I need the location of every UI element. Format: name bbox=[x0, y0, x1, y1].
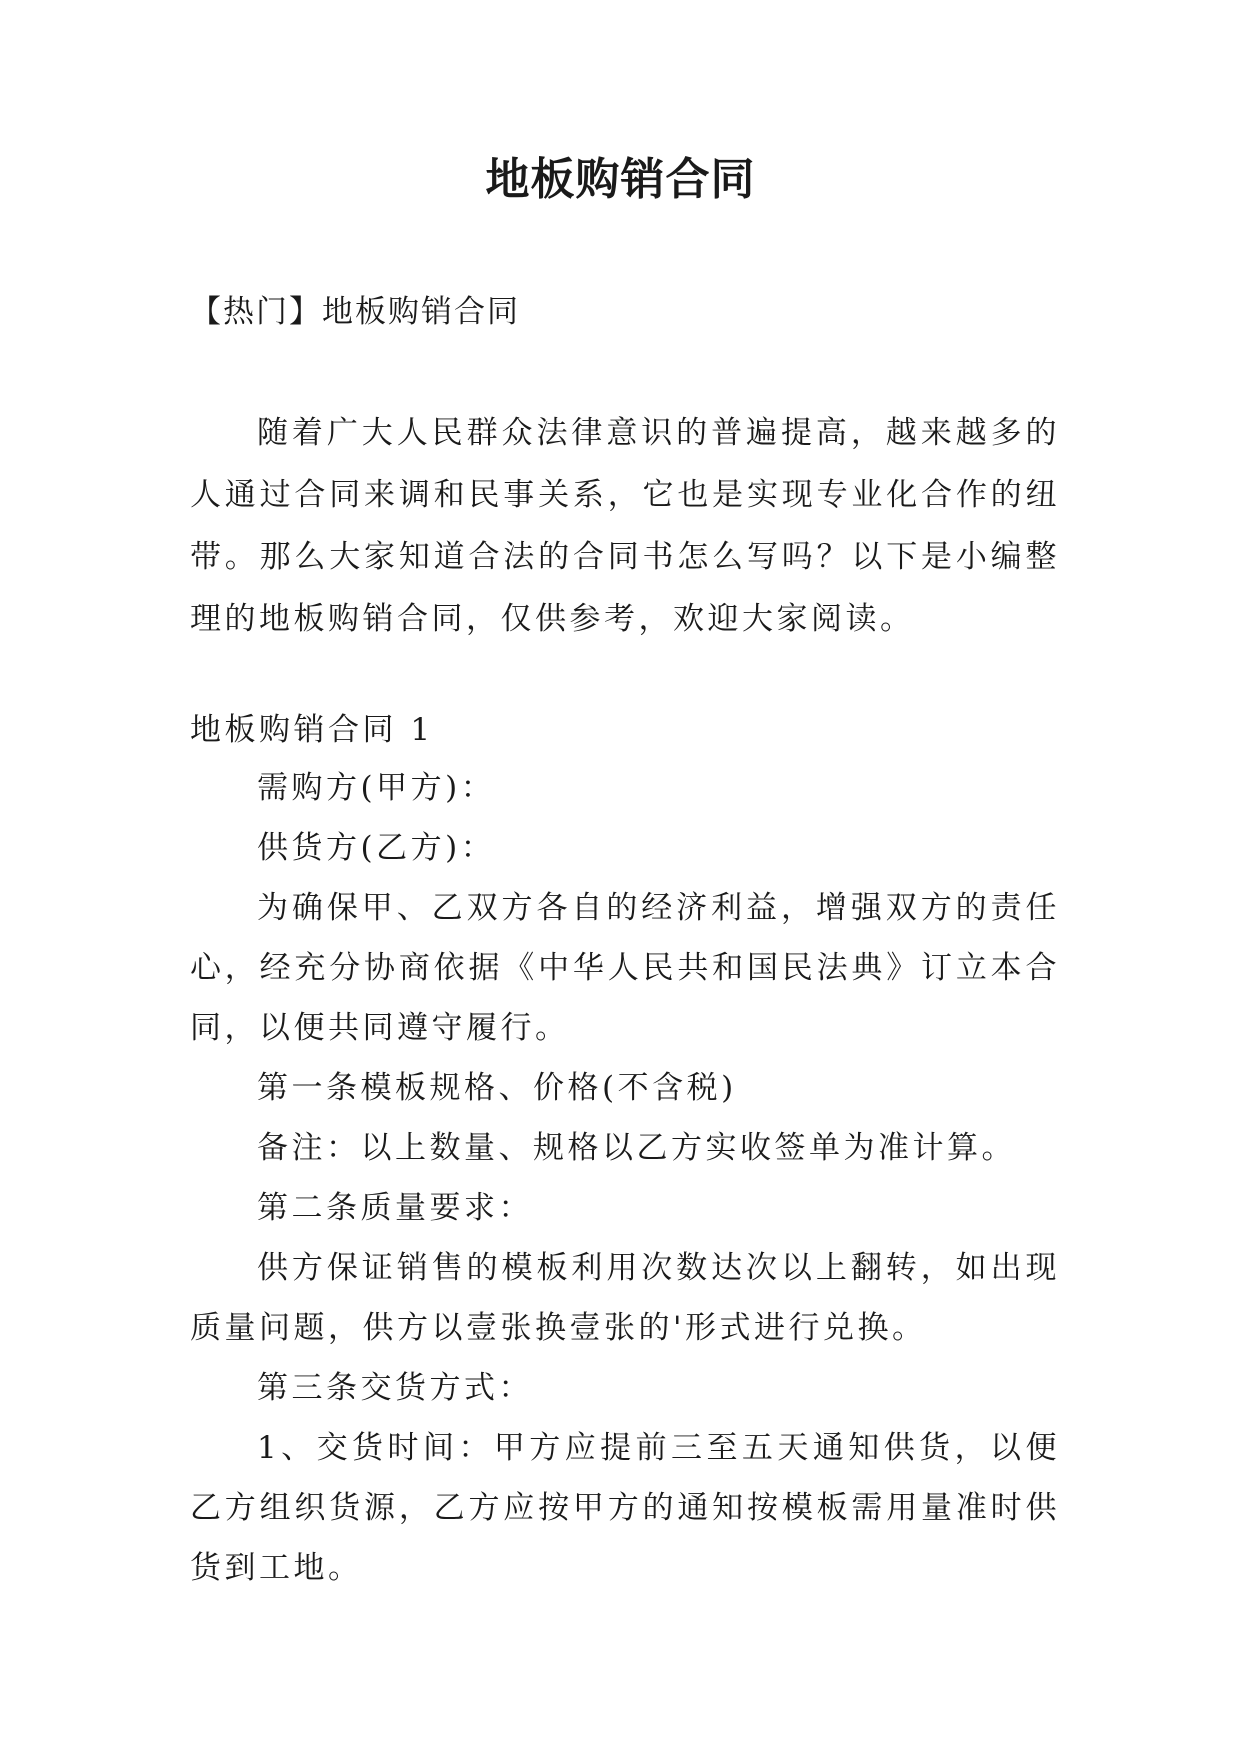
article-1-heading: 第一条模板规格、价格(不含税) bbox=[257, 1070, 737, 1106]
purpose-paragraph: 为确保甲、乙双方各自的经济利益，增强双方的责任心，经充分协商依据《中华人民共和国民法典》订立本合同，以便共同遵守履行。 bbox=[190, 890, 1060, 1046]
document-title: 地板购销合同 bbox=[485, 154, 756, 205]
note-paragraph: 备注：以上数量、规格以乙方实收签单为准计算。 bbox=[257, 1130, 1016, 1166]
article-2-text: 供方保证销售的模板利用次数达次以上翻转，如出现质量问题，供方以壹张换壹张的'形式进行兑换。 bbox=[190, 1250, 1060, 1346]
supplier-label: 供货方(乙方)： bbox=[257, 830, 496, 866]
article-3-heading: 第三条交货方式： bbox=[257, 1370, 533, 1406]
article-2-heading: 第二条质量要求： bbox=[257, 1190, 533, 1226]
contract-heading: 地板购销合同 1 bbox=[190, 712, 434, 748]
buyer-label: 需购方(甲方)： bbox=[257, 770, 496, 806]
document-subtitle: 【热门】地板购销合同 bbox=[190, 294, 520, 330]
article-3-item-1: 1、交货时间：甲方应提前三至五天通知供货，以便乙方组织货源，乙方应按甲方的通知按模板需用量准时供货到工地。 bbox=[190, 1430, 1060, 1586]
intro-paragraph: 随着广大人民群众法律意识的普遍提高，越来越多的人通过合同来调和民事关系，它也是实现专业化合作的纽带。那么大家知道合法的合同书怎么写吗？以下是小编整理的地板购销合同，仅供参考，欢迎大家阅读。 bbox=[190, 415, 1060, 637]
